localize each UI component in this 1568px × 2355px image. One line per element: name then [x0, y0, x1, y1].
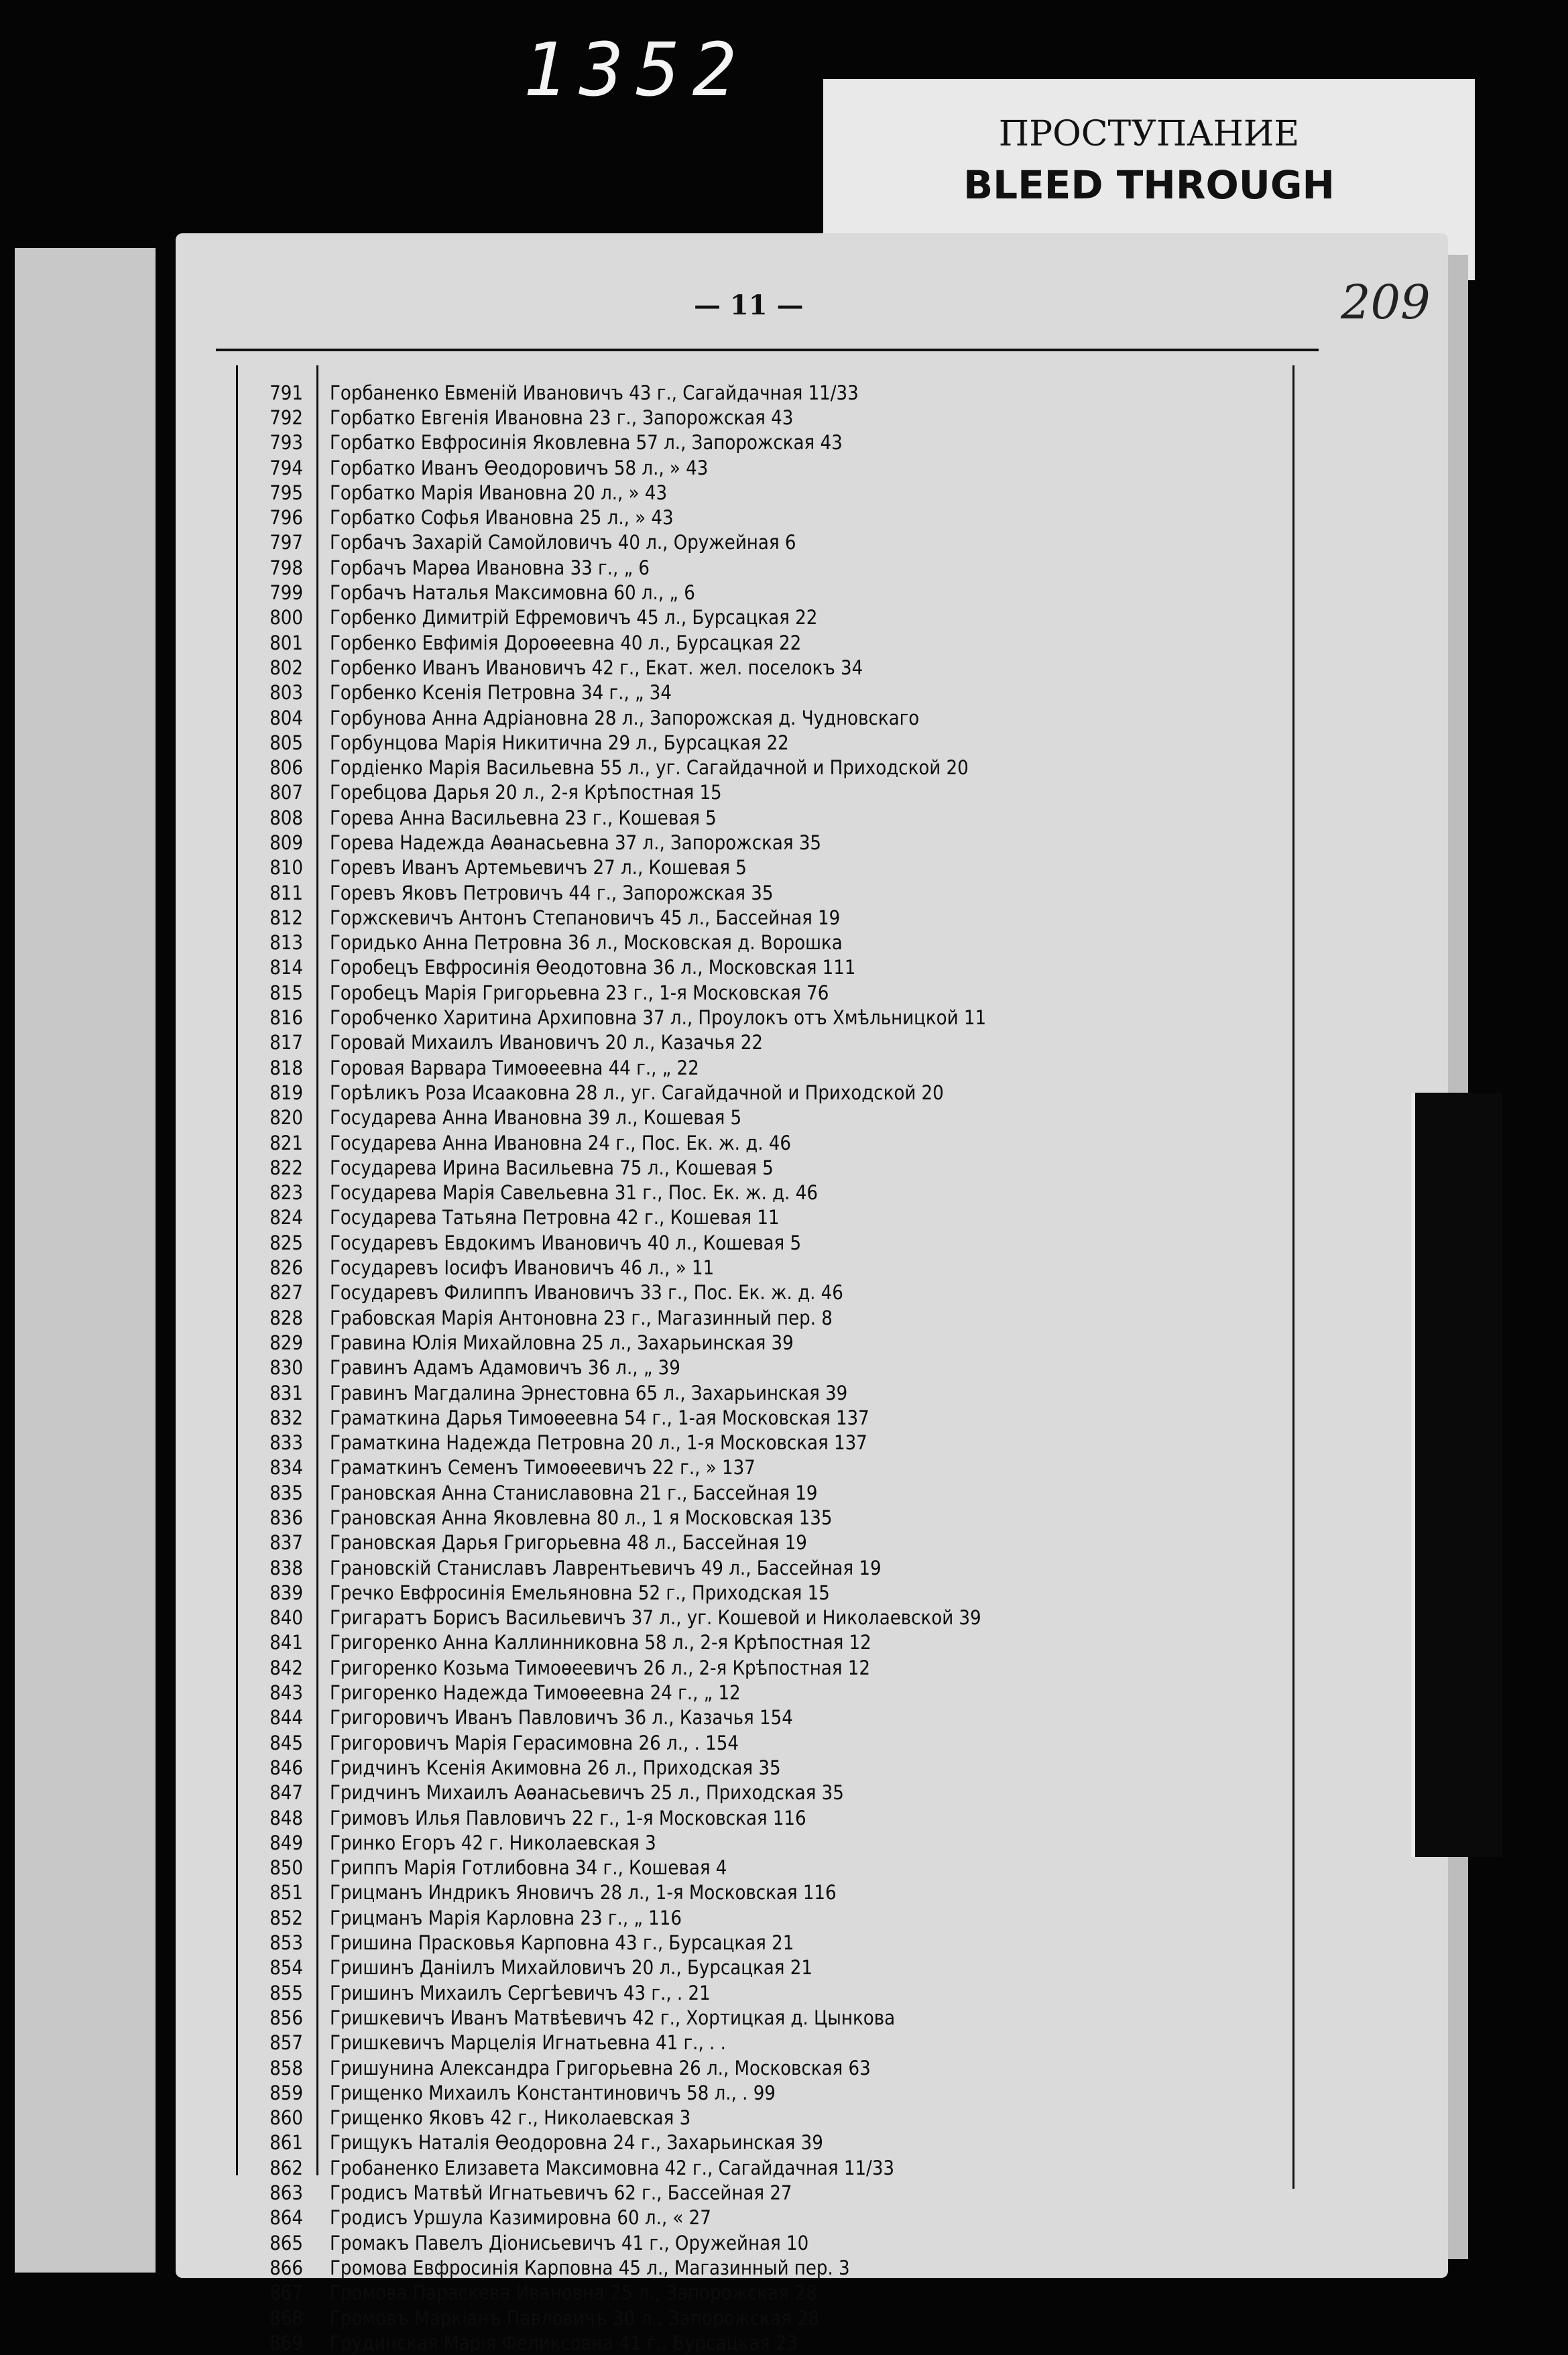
entry-number: 869 — [269, 2331, 303, 2354]
list-item — [241, 1205, 1287, 1230]
entry-text: Горбатко Марія Ивановна 20 л., » 43 — [330, 481, 668, 504]
list-item — [241, 1505, 1287, 1530]
entry-text: Горобецъ Евфросинія Ѳеодотовна 36 л., Московская 111 — [330, 956, 856, 979]
entry-number: 830 — [269, 1356, 303, 1380]
entry-number: 839 — [269, 1581, 303, 1604]
list-item — [241, 530, 1287, 555]
entry-number: 802 — [269, 656, 303, 679]
list-item — [241, 1430, 1287, 1455]
entry-text: Горбачъ Захарій Самойловичъ 40 л., Оружейная 6 — [330, 531, 796, 554]
entry-text: Горидько Анна Петровна 36 л., Московская д. Ворошка — [330, 931, 843, 955]
entry-text: Гришкевичъ Иванъ Матвѣевичъ 42 г., Хортицкая д. Цынкова — [330, 2006, 896, 2029]
entry-text: Горді​енко Марія Васильевна 55 л., уг. Сагайдачной и Приходской 20 — [330, 756, 969, 780]
page-number: — 11 — — [694, 290, 804, 321]
entry-text: Гришкевичъ Марцелія Игнатьевна 41 г., . . — [330, 2031, 726, 2055]
list-item — [241, 1955, 1287, 1980]
entry-number: 798 — [269, 556, 303, 579]
entry-number: 832 — [269, 1406, 303, 1429]
entry-number: 797 — [269, 531, 303, 554]
entry-text: Гришинъ Даніилъ Михайловичъ 20 л., Бурсацкая 21 — [330, 1956, 812, 1980]
list-item — [241, 1005, 1287, 1030]
list-item — [241, 2305, 1287, 2330]
list-item — [241, 1105, 1287, 1130]
list-item — [241, 2255, 1287, 2280]
entry-number: 819 — [269, 1081, 303, 1104]
entry-text: Горбаненко Евменій Ивановичъ 43 г., Сагайдачная 11/33 — [330, 381, 859, 404]
entry-number: 855 — [269, 1981, 303, 2004]
entry-number: 864 — [269, 2206, 303, 2230]
list-item — [241, 555, 1287, 580]
list-item — [241, 2206, 1287, 2230]
list-item — [241, 1680, 1287, 1705]
list-item — [241, 1030, 1287, 1055]
entry-text: Горбенко Иванъ Ивановичъ 42 г., Екат. жел. поселокъ 34 — [330, 656, 863, 679]
list-item — [241, 1305, 1287, 1330]
list-item — [241, 1755, 1287, 1780]
entry-number: 805 — [269, 731, 303, 754]
archive-number: 209 — [1341, 275, 1431, 330]
list-item — [241, 2055, 1287, 2080]
entry-text: Грицманъ Марія Карловна 23 г., „ 116 — [330, 1906, 682, 1929]
list-item — [241, 780, 1287, 805]
entry-text: Горбатко Евфросинія Яковлевна 57 л., Запорожская 43 — [330, 431, 843, 455]
list-item — [241, 1830, 1287, 1855]
list-item — [241, 2031, 1287, 2055]
entry-number: 836 — [269, 1506, 303, 1529]
entry-text: Горбунцова Марія Никитична 29 л., Бурсацкая 22 — [330, 731, 789, 754]
entry-text: Гриппъ Марія Готлибовна 34 г., Кошевая 4 — [330, 1856, 727, 1880]
entry-text: Государевъ Евдокимъ Ивановичъ 40 л., Кошевая 5 — [330, 1231, 802, 1254]
list-item — [241, 2180, 1287, 2205]
entry-number: 849 — [269, 1831, 303, 1854]
entry-number: 867 — [269, 2281, 303, 2305]
entry-number: 862 — [269, 2156, 303, 2179]
entry-text: Горебцова Дарья 20 л., 2-я Крѣпостная 15 — [330, 781, 722, 804]
entry-number: 863 — [269, 2181, 303, 2205]
entry-text: Грищенко Яковъ 42 г., Николаевская 3 — [330, 2106, 691, 2130]
entry-number: 854 — [269, 1956, 303, 1980]
entry-number: 865 — [269, 2231, 303, 2254]
entry-text: Гридчинъ Михаилъ Аѳанасьевичъ 25 л., Приходская 35 — [330, 1781, 844, 1805]
entry-number: 833 — [269, 1431, 303, 1455]
entry-number: 844 — [269, 1706, 303, 1730]
list-item — [241, 1705, 1287, 1730]
entry-number: 813 — [269, 931, 303, 955]
entry-number: 821 — [269, 1131, 303, 1154]
entry-text: Горбатко Евгенія Ивановна 23 г., Запорожская 43 — [330, 406, 794, 429]
entry-number: 857 — [269, 2031, 303, 2055]
list-item — [241, 1130, 1287, 1155]
entry-text: Гречко Евфросинія Емельяновна 52 г., Приходская 15 — [330, 1581, 830, 1604]
entry-text: Горобецъ Марія Григорьевна 23 г., 1-я Московская 76 — [330, 981, 829, 1004]
entry-text: Гридчинъ Ксенія Акимовна 26 л., Приходская 35 — [330, 1756, 781, 1779]
entry-number: 842 — [269, 1656, 303, 1679]
entry-text: Громакъ Павелъ Діонисьевичъ 41 г., Оружейная 10 — [330, 2231, 809, 2254]
entry-text: Горбенко Ксенія Петровна 34 г., „ 34 — [330, 681, 672, 705]
list-item — [241, 655, 1287, 680]
list-item — [241, 755, 1287, 780]
entry-text: Грановская Дарья Григорьевна 48 л., Бассейная 19 — [330, 1531, 807, 1555]
list-item — [241, 2105, 1287, 2130]
entry-number: 825 — [269, 1231, 303, 1254]
list-item — [241, 1455, 1287, 1480]
entry-text: Грищукъ Наталія Ѳеодоровна 24 г., Захарьинская 39 — [330, 2131, 823, 2155]
entry-text: Грановскій Станиславъ Лаврентьевичъ 49 л., Бассейная 19 — [330, 1556, 882, 1579]
entry-text: Горбунова Анна Адріановна 28 л., Запорожская д. Чудновскаго — [330, 706, 920, 729]
entry-text: Горбатко Иванъ Ѳеодоровичъ 58 л., » 43 — [330, 456, 709, 479]
list-item — [241, 1630, 1287, 1655]
entry-text: Государева Ирина Васильевна 75 л., Кошевая 5 — [330, 1156, 774, 1179]
entry-number: 838 — [269, 1556, 303, 1579]
entry-text: Григоровичъ Иванъ Павловичъ 36 л., Казачья 154 — [330, 1706, 793, 1730]
list-item — [241, 930, 1287, 955]
entry-text: Григаратъ Борисъ Васильевичъ 37 л., уг. Кошевой и Николаевской 39 — [330, 1606, 981, 1630]
film-number: 1352 — [523, 27, 749, 113]
entry-number: 853 — [269, 1931, 303, 1955]
list-item — [241, 980, 1287, 1005]
entry-text: Горева Анна Васильевна 23 г., Кошевая 5 — [330, 806, 717, 829]
entry-number: 794 — [269, 456, 303, 479]
entry-text: Григоренко Анна Каллинниковна 58 л., 2-я Крѣпостная 12 — [330, 1631, 871, 1654]
entry-number: 843 — [269, 1681, 303, 1705]
list-item — [241, 730, 1287, 755]
entry-number: 866 — [269, 2256, 303, 2279]
list-item — [241, 605, 1287, 630]
entry-number: 845 — [269, 1731, 303, 1754]
entry-number: 848 — [269, 1806, 303, 1829]
list-item — [241, 1530, 1287, 1555]
list-item — [241, 505, 1287, 530]
entry-number: 791 — [269, 381, 303, 404]
entry-text: Горѣликъ Роза Исааковна 28 л., уг. Сагайдачной и Приходской 20 — [330, 1081, 944, 1104]
label-en: BLEED THROUGH — [963, 162, 1335, 208]
entry-number: 824 — [269, 1206, 303, 1229]
entry-number: 868 — [269, 2306, 303, 2330]
list-item — [241, 1230, 1287, 1255]
entry-text: Горевъ Иванъ Артемьевичъ 27 л., Кошевая 5 — [330, 856, 747, 880]
list-item — [241, 1606, 1287, 1630]
entry-number: 834 — [269, 1456, 303, 1480]
list-item — [241, 855, 1287, 880]
list-item — [241, 1580, 1287, 1605]
entry-number: 803 — [269, 681, 303, 705]
entry-number: 828 — [269, 1306, 303, 1329]
list-item — [241, 805, 1287, 830]
entry-text: Горевъ Яковъ Петровичъ 44 г., Запорожская 35 — [330, 881, 774, 904]
entry-text: Гравинъ Адамъ Адамовичъ 36 л., „ 39 — [330, 1356, 680, 1380]
entry-number: 809 — [269, 831, 303, 854]
entry-text: Громова Параскева Ивановна 25 л., Запорожская 28 — [330, 2281, 817, 2305]
entry-number: 823 — [269, 1181, 303, 1205]
entry-number: 860 — [269, 2106, 303, 2130]
list-item — [241, 680, 1287, 705]
entry-text: Гришинъ Михаилъ Сергѣевичъ 43 г., . 21 — [330, 1981, 711, 2004]
entry-text: Граматкина Надежда Петровна 20 л., 1-я Московская 137 — [330, 1431, 867, 1455]
entry-text: Григоренко Надежда Тимоѳеевна 24 г., „ 12 — [330, 1681, 741, 1705]
list-item — [241, 405, 1287, 430]
entry-number: 818 — [269, 1056, 303, 1079]
list-item — [241, 1405, 1287, 1430]
entry-number: 799 — [269, 581, 303, 605]
list-item — [241, 455, 1287, 480]
label-ru: ПРОСТУПАНИЕ — [998, 114, 1300, 154]
list-item — [241, 580, 1287, 605]
entry-number: 826 — [269, 1256, 303, 1280]
entry-text: Грановская Анна Станиславовна 21 г., Бассейная 19 — [330, 1481, 818, 1504]
entry-number: 796 — [269, 506, 303, 530]
list-item — [241, 480, 1287, 505]
entry-text: Гринко Егоръ 42 г. Николаевская 3 — [330, 1831, 656, 1854]
list-item — [241, 1980, 1287, 2005]
entry-text: Горева Надежда Аѳанасьевна 37 л., Запорожская 35 — [330, 831, 822, 854]
entry-number: 841 — [269, 1631, 303, 1654]
entry-text: Горбенко Евфимія Дороѳеевна 40 л., Бурсацкая 22 — [330, 631, 802, 654]
entry-text: Горобченко Харитина Архиповна 37 л., Проулокъ отъ Хмѣльницкой 11 — [330, 1006, 987, 1030]
entry-text: Горовая Варвара Тимоѳеевна 44 г., „ 22 — [330, 1056, 699, 1079]
entry-number: 806 — [269, 756, 303, 780]
list-item — [241, 1355, 1287, 1380]
entry-number: 827 — [269, 1281, 303, 1305]
entry-text: Громовъ Маркіанъ Павловичъ 30 л., Запорожская 28 — [330, 2306, 820, 2330]
list-item — [241, 1930, 1287, 1955]
entry-number: 817 — [269, 1031, 303, 1054]
top-rule — [216, 349, 1319, 351]
entry-text: Грицманъ Индрикъ Яновичъ 28 л., 1-я Московская 116 — [330, 1881, 837, 1905]
list-item — [241, 2005, 1287, 2030]
left-rule — [236, 365, 238, 2175]
list-item — [241, 1730, 1287, 1755]
entry-number: 858 — [269, 2056, 303, 2079]
entry-number: 851 — [269, 1881, 303, 1905]
entry-text: Гравинъ Магдалина Эрнестовна 65 л., Захарьинская 39 — [330, 1381, 848, 1404]
entry-text: Грищенко Михаилъ Константиновичъ 58 л., . 99 — [330, 2081, 776, 2104]
entry-number: 814 — [269, 956, 303, 979]
list-item — [241, 430, 1287, 455]
list-item — [241, 905, 1287, 930]
page-clip — [1411, 1093, 1502, 1857]
entry-text: Гродисъ Уршула Казимировна 60 л., « 27 — [330, 2206, 711, 2230]
entry-text: Горовай Михаилъ Ивановичъ 20 л., Казачья 22 — [330, 1031, 763, 1054]
list-item — [241, 705, 1287, 730]
list-item — [241, 1380, 1287, 1405]
list-item — [241, 1780, 1287, 1805]
entry-number: 856 — [269, 2006, 303, 2029]
list-item — [241, 1655, 1287, 1680]
list-item — [241, 1805, 1287, 1830]
entry-text: Горжскевичъ Антонъ Степановичъ 45 л., Бассейная 19 — [330, 906, 841, 929]
entry-number: 831 — [269, 1381, 303, 1404]
entry-text: Граматкинъ Семенъ Тимоѳеевичъ 22 г., » 137 — [330, 1456, 756, 1480]
list-item — [241, 880, 1287, 905]
entry-number: 807 — [269, 781, 303, 804]
entry-text: Горбенко Димитрій Ефремовичъ 45 л., Бурсацкая 22 — [330, 606, 818, 629]
entry-text: Гробаненко Елизавета Максимовна 42 г., Сагайдачная 11/33 — [330, 2156, 895, 2179]
entry-number: 804 — [269, 706, 303, 729]
entry-text: Гродисъ Матвѣй Игнатьевичъ 62 г., Бассейная 27 — [330, 2181, 792, 2205]
entry-text: Григоровичъ Марія Герасимовна 26 л., . 154 — [330, 1731, 739, 1754]
entry-text: Государева Марія Савельевна 31 г., Пос. Ек. ж. д. 46 — [330, 1181, 818, 1205]
list-item — [241, 1255, 1287, 1280]
left-page-edge — [15, 248, 156, 2273]
entry-number: 801 — [269, 631, 303, 654]
entry-number: 816 — [269, 1006, 303, 1030]
entry-text: Гришунина Александра Григорьевна 26 л., Московская 63 — [330, 2056, 871, 2079]
list-item — [241, 1080, 1287, 1105]
entry-text: Грудинская Марія Феликсовна 41 г., Бурсацкая 23 — [330, 2331, 798, 2354]
entry-number: 822 — [269, 1156, 303, 1179]
list-item — [241, 630, 1287, 655]
entry-number: 847 — [269, 1781, 303, 1805]
entry-number: 812 — [269, 906, 303, 929]
list-item — [241, 2155, 1287, 2180]
entry-number: 829 — [269, 1331, 303, 1354]
entry-number: 850 — [269, 1856, 303, 1880]
entry-number: 792 — [269, 406, 303, 429]
entry-number: 861 — [269, 2131, 303, 2155]
list-item — [241, 1280, 1287, 1305]
entry-text: Граматкина Дарья Тимоѳеевна 54 г., 1-ая Московская 137 — [330, 1406, 869, 1429]
entry-text: Горбатко Софья Ивановна 25 л., » 43 — [330, 506, 674, 530]
list-item — [241, 2281, 1287, 2305]
entry-text: Государева Татьяна Петровна 42 г., Кошевая 11 — [330, 1206, 780, 1229]
list-item — [241, 1856, 1287, 1880]
entry-number: 835 — [269, 1481, 303, 1504]
entry-text: Громова Евфросинія Карповна 45 л., Магазинный пер. 3 — [330, 2256, 850, 2279]
entry-number: 808 — [269, 806, 303, 829]
entry-text: Гришина Прасковья Карповна 43 г., Бурсацкая 21 — [330, 1931, 794, 1955]
entry-number: 810 — [269, 856, 303, 880]
entry-text: Грановская Анна Яковлевна 80 л., 1 я Московская 135 — [330, 1506, 833, 1529]
entry-number: 846 — [269, 1756, 303, 1779]
list-item — [241, 1480, 1287, 1505]
list-item — [241, 2330, 1287, 2355]
entry-number: 815 — [269, 981, 303, 1004]
entry-text: Государевъ Іосифъ Ивановичъ 46 л., » 11 — [330, 1256, 715, 1280]
entry-number: 793 — [269, 431, 303, 455]
entry-number: 795 — [269, 481, 303, 504]
right-rule — [1292, 365, 1294, 2189]
entry-number: 840 — [269, 1606, 303, 1630]
list-item — [241, 1555, 1287, 1580]
entry-number: 837 — [269, 1531, 303, 1555]
entry-text: Григоренко Козьма Тимоѳеевичъ 26 л., 2-я Крѣпостная 12 — [330, 1656, 870, 1679]
list-item — [241, 1055, 1287, 1080]
entry-number: 852 — [269, 1906, 303, 1929]
entry-text: Горбачъ Наталья Максимовна 60 л., „ 6 — [330, 581, 695, 605]
list-item — [241, 1181, 1287, 1205]
entry-number: 800 — [269, 606, 303, 629]
entry-text: Горбачъ Марѳа Ивановна 33 г., „ 6 — [330, 556, 650, 579]
list-item — [241, 955, 1287, 980]
entry-text: Гравина Юлія Михайловна 25 л., Захарьинская 39 — [330, 1331, 794, 1354]
list-item — [241, 1330, 1287, 1355]
list-item — [241, 380, 1287, 405]
list-item — [241, 1155, 1287, 1180]
list-item — [241, 2080, 1287, 2105]
entry-number: 811 — [269, 881, 303, 904]
entry-text: Государевъ Филиппъ Ивановичъ 33 г., Пос. Ек. ж. д. 46 — [330, 1281, 843, 1305]
entry-list — [241, 380, 1287, 2355]
entry-text: Гримовъ Илья Павловичъ 22 г., 1-я Московская 116 — [330, 1806, 806, 1829]
entry-text: Грабовская Марія Антоновна 23 г., Магазинный пер. 8 — [330, 1306, 833, 1329]
entry-number: 859 — [269, 2081, 303, 2104]
list-item — [241, 1905, 1287, 1930]
list-item — [241, 1880, 1287, 1905]
entry-number: 820 — [269, 1106, 303, 1130]
entry-text: Государева Анна Ивановна 39 л., Кошевая 5 — [330, 1106, 742, 1130]
list-item — [241, 2230, 1287, 2255]
entry-text: Государева Анна Ивановна 24 г., Пос. Ек. ж. д. 46 — [330, 1131, 792, 1154]
list-item — [241, 830, 1287, 855]
list-item — [241, 2130, 1287, 2155]
